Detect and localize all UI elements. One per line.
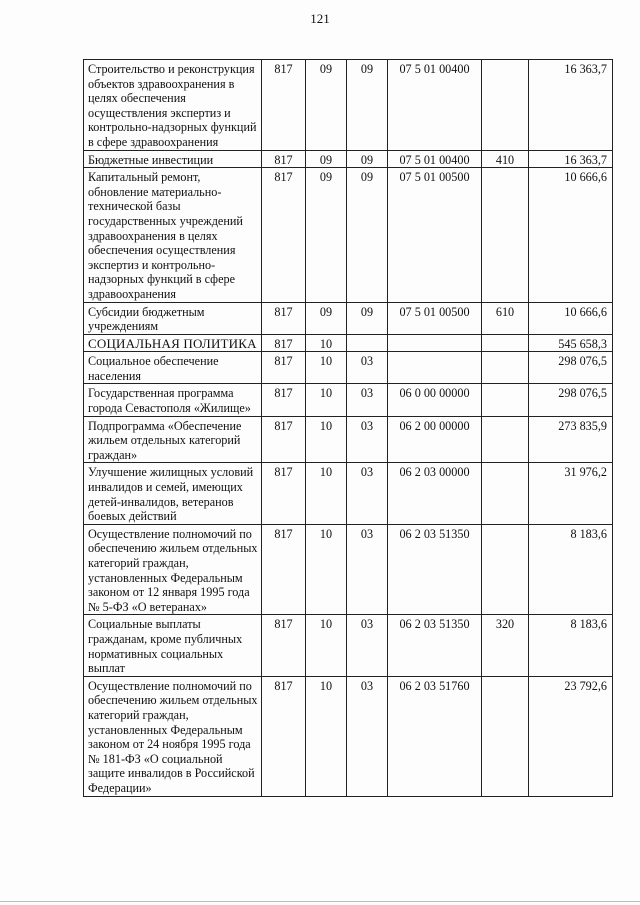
row-section-code: 09 bbox=[306, 168, 347, 302]
table-row bbox=[84, 615, 613, 676]
table-row bbox=[84, 168, 613, 302]
table-row bbox=[84, 384, 613, 416]
row-expense-type-code: 410 bbox=[482, 150, 529, 168]
row-section-code: 10 bbox=[306, 416, 347, 463]
row-name: Осуществление полномочий по обеспечению жильем отдельных категорий граждан, установленных Федеральным законом от 12 января 1995 года № 5-ФЗ «О ветеранах» bbox=[84, 524, 262, 615]
row-expense-type-code: 320 bbox=[482, 615, 529, 676]
row-section-code: 09 bbox=[306, 302, 347, 334]
row-section-code: 10 bbox=[306, 524, 347, 615]
row-target-code: 06 2 00 00000 bbox=[388, 416, 482, 463]
row-name: Бюджетные инвестиции bbox=[84, 150, 262, 168]
table-body bbox=[84, 60, 613, 797]
row-subsection-code: 09 bbox=[347, 150, 388, 168]
row-grbs-code: 817 bbox=[262, 463, 306, 524]
row-section-code: 10 bbox=[306, 463, 347, 524]
row-sum: 545 658,3 bbox=[529, 334, 613, 352]
row-target-code: 07 5 01 00500 bbox=[388, 302, 482, 334]
row-section-code: 10 bbox=[306, 352, 347, 384]
row-sum: 16 363,7 bbox=[529, 150, 613, 168]
row-name: Социальное обеспечение населения bbox=[84, 352, 262, 384]
table-row bbox=[84, 416, 613, 463]
row-expense-type-code bbox=[482, 524, 529, 615]
page-bottom-edge bbox=[0, 901, 640, 902]
row-name: Капитальный ремонт, обновление материально-технической базы государственных учреждений здравоохранения в целях обеспечения осуществления экспертиз и контрольно-надзорных функций в сфере здравоохранения bbox=[84, 168, 262, 302]
row-expense-type-code bbox=[482, 334, 529, 352]
row-section-code: 09 bbox=[306, 60, 347, 151]
row-name: Государственная программа города Севастополя «Жилище» bbox=[84, 384, 262, 416]
row-grbs-code: 817 bbox=[262, 676, 306, 796]
row-target-code: 06 2 03 00000 bbox=[388, 463, 482, 524]
row-target-code: 06 2 03 51350 bbox=[388, 615, 482, 676]
row-sum: 10 666,6 bbox=[529, 302, 613, 334]
row-section-code: 10 bbox=[306, 334, 347, 352]
row-name: Подпрограмма «Обеспечение жильем отдельных категорий граждан» bbox=[84, 416, 262, 463]
row-subsection-code: 09 bbox=[347, 302, 388, 334]
row-name: Субсидии бюджетным учреждениям bbox=[84, 302, 262, 334]
row-expense-type-code bbox=[482, 168, 529, 302]
row-subsection-code: 03 bbox=[347, 416, 388, 463]
row-expense-type-code bbox=[482, 352, 529, 384]
table-row bbox=[84, 676, 613, 796]
row-grbs-code: 817 bbox=[262, 615, 306, 676]
row-target-code: 06 2 03 51760 bbox=[388, 676, 482, 796]
row-subsection-code: 03 bbox=[347, 352, 388, 384]
row-sum: 273 835,9 bbox=[529, 416, 613, 463]
row-name: Осуществление полномочий по обеспечению жильем отдельных категорий граждан, установленных Федеральным законом от 24 ноября 1995 года № 181-ФЗ «О социальной защите инвалидов в Российской Федерации» bbox=[84, 676, 262, 796]
row-grbs-code: 817 bbox=[262, 168, 306, 302]
row-subsection-code: 09 bbox=[347, 60, 388, 151]
row-grbs-code: 817 bbox=[262, 150, 306, 168]
row-sum: 8 183,6 bbox=[529, 615, 613, 676]
table-row bbox=[84, 524, 613, 615]
budget-table bbox=[83, 59, 613, 797]
row-section-code: 10 bbox=[306, 615, 347, 676]
row-grbs-code: 817 bbox=[262, 384, 306, 416]
row-name: Социальные выплаты гражданам, кроме публичных нормативных социальных выплат bbox=[84, 615, 262, 676]
row-subsection-code: 03 bbox=[347, 463, 388, 524]
table-row bbox=[84, 334, 613, 352]
row-target-code: 07 5 01 00400 bbox=[388, 60, 482, 151]
row-subsection-code: 03 bbox=[347, 524, 388, 615]
page-number: 121 bbox=[310, 11, 330, 26]
row-target-code: 06 0 00 00000 bbox=[388, 384, 482, 416]
row-sum: 298 076,5 bbox=[529, 384, 613, 416]
table-row bbox=[84, 60, 613, 151]
row-sum: 31 976,2 bbox=[529, 463, 613, 524]
row-grbs-code: 817 bbox=[262, 60, 306, 151]
row-grbs-code: 817 bbox=[262, 334, 306, 352]
row-expense-type-code bbox=[482, 416, 529, 463]
row-sum: 16 363,7 bbox=[529, 60, 613, 151]
row-sum: 10 666,6 bbox=[529, 168, 613, 302]
row-expense-type-code bbox=[482, 384, 529, 416]
row-grbs-code: 817 bbox=[262, 416, 306, 463]
row-target-code: 07 5 01 00400 bbox=[388, 150, 482, 168]
row-sum: 298 076,5 bbox=[529, 352, 613, 384]
table-row bbox=[84, 352, 613, 384]
row-target-code: 06 2 03 51350 bbox=[388, 524, 482, 615]
row-name: Улучшение жилищных условий инвалидов и семей, имеющих детей-инвалидов, ветеранов боевых действий bbox=[84, 463, 262, 524]
row-grbs-code: 817 bbox=[262, 302, 306, 334]
table-row bbox=[84, 302, 613, 334]
row-subsection-code: 03 bbox=[347, 384, 388, 416]
row-sum: 23 792,6 bbox=[529, 676, 613, 796]
row-expense-type-code bbox=[482, 463, 529, 524]
row-grbs-code: 817 bbox=[262, 352, 306, 384]
table-row bbox=[84, 150, 613, 168]
row-name: СОЦИАЛЬНАЯ ПОЛИТИКА bbox=[84, 334, 262, 352]
row-name: Строительство и реконструкция объектов здравоохранения в целях обеспечения осуществления экспертиз и контрольно-надзорных функций в сфере здравоохранения bbox=[84, 60, 262, 151]
row-section-code: 10 bbox=[306, 676, 347, 796]
row-subsection-code: 03 bbox=[347, 615, 388, 676]
row-target-code: 07 5 01 00500 bbox=[388, 168, 482, 302]
row-target-code bbox=[388, 352, 482, 384]
row-section-code: 09 bbox=[306, 150, 347, 168]
row-subsection-code bbox=[347, 334, 388, 352]
row-expense-type-code bbox=[482, 676, 529, 796]
row-subsection-code: 09 bbox=[347, 168, 388, 302]
table-row bbox=[84, 463, 613, 524]
row-grbs-code: 817 bbox=[262, 524, 306, 615]
row-sum: 8 183,6 bbox=[529, 524, 613, 615]
row-section-code: 10 bbox=[306, 384, 347, 416]
row-expense-type-code bbox=[482, 60, 529, 151]
row-target-code bbox=[388, 334, 482, 352]
row-subsection-code: 03 bbox=[347, 676, 388, 796]
row-expense-type-code: 610 bbox=[482, 302, 529, 334]
